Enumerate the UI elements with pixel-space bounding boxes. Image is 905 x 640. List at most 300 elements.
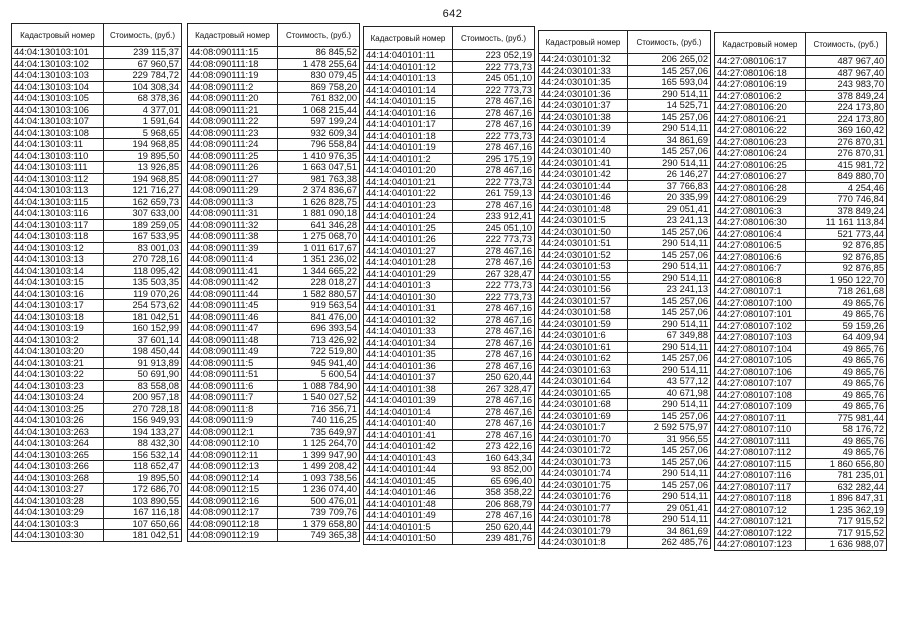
cadastral-number-cell: 44:24:030101:55 (539, 272, 628, 284)
table-row (12, 415, 182, 427)
cadastral-number-cell: 44:04:130103:265 (12, 449, 104, 461)
cost-cell: 58 176,72 (806, 424, 887, 436)
table-row (539, 238, 711, 250)
table-row (539, 65, 711, 77)
table-row (539, 77, 711, 89)
cadastral-number-cell: 44:08:090111:18 (188, 58, 278, 70)
table-row (715, 240, 887, 252)
cost-cell: 290 514,11 (628, 272, 711, 284)
table-row (715, 412, 887, 424)
cadastral-number-cell: 44:14:040101:45 (364, 475, 453, 487)
table-row (715, 228, 887, 240)
cost-cell: 278 467,16 (453, 107, 535, 119)
cost-cell: 198 450,44 (104, 346, 182, 358)
header-cost: Стоимость, (руб.) (453, 27, 535, 50)
cost-cell: 254 573,62 (104, 300, 182, 312)
table-row (188, 357, 360, 369)
cost-cell: 160 152,99 (104, 323, 182, 335)
table-row (12, 334, 182, 346)
table-row (364, 176, 535, 188)
cost-cell: 378 849,24 (806, 205, 887, 217)
cadastral-number-cell: 44:04:130103:16 (12, 288, 104, 300)
cost-cell: 250 620,44 (453, 521, 535, 533)
cost-cell: 40 671,98 (628, 387, 711, 399)
cost-cell: 378 849,24 (806, 90, 887, 102)
table-row (12, 242, 182, 254)
cadastral-number-cell: 44:04:130103:11 (12, 139, 104, 151)
cadastral-number-cell: 44:14:040101:4 (364, 406, 453, 418)
table-row (12, 277, 182, 289)
cadastral-number-cell: 44:27:080107:111 (715, 435, 806, 447)
cadastral-number-cell: 44:08:090111:20 (188, 93, 278, 105)
cadastral-number-cell: 44:08:090111:32 (188, 219, 278, 231)
cadastral-number-cell: 44:08:090112:10 (188, 438, 278, 450)
cost-cell: 1 582 880,57 (278, 288, 360, 300)
table-row (12, 116, 182, 128)
table-row (715, 113, 887, 125)
cadastral-number-cell: 44:27:080107:105 (715, 355, 806, 367)
table-row (364, 395, 535, 407)
table-row (364, 234, 535, 246)
cadastre-table-3 (363, 26, 535, 545)
cadastral-number-cell: 44:08:090111:21 (188, 104, 278, 116)
table-row (364, 280, 535, 292)
cadastral-number-cell: 44:04:130103:18 (12, 311, 104, 323)
table-row (188, 173, 360, 185)
table-row (12, 346, 182, 358)
header-cost: Стоимость, (руб.) (104, 24, 182, 47)
cadastral-number-cell: 44:27:080106:5 (715, 240, 806, 252)
cadastral-number-cell: 44:14:040101:39 (364, 395, 453, 407)
cadastral-number-cell: 44:14:040101:5 (364, 521, 453, 533)
cost-cell: 717 915,52 (806, 516, 887, 528)
cadastral-number-cell: 44:27:080107:116 (715, 470, 806, 482)
cadastral-number-cell: 44:14:040101:13 (364, 73, 453, 85)
table-row (364, 475, 535, 487)
cadastral-number-cell: 44:14:040101:46 (364, 487, 453, 499)
cost-cell: 415 981,72 (806, 159, 887, 171)
cadastral-number-cell: 44:08:090111:3 (188, 196, 278, 208)
cadastral-number-cell: 44:08:090111:23 (188, 127, 278, 139)
cadastral-number-cell: 44:04:130103:118 (12, 231, 104, 243)
cost-cell: 37 601,14 (104, 334, 182, 346)
cadastral-number-cell: 44:04:130103:15 (12, 277, 104, 289)
cadastral-number-cell: 44:24:030101:44 (539, 180, 628, 192)
cadastral-number-cell: 44:08:090112:11 (188, 449, 278, 461)
table-row (12, 139, 182, 151)
cost-cell: 50 691,90 (104, 369, 182, 381)
cadastral-number-cell: 44:08:090112:19 (188, 530, 278, 542)
cost-cell: 104 308,34 (104, 81, 182, 93)
table-row (364, 498, 535, 510)
cadastral-number-cell: 44:24:030101:48 (539, 203, 628, 215)
cost-cell: 278 467,16 (453, 314, 535, 326)
cost-cell: 49 865,76 (806, 297, 887, 309)
table-row (12, 323, 182, 335)
cost-cell: 781 235,01 (806, 470, 887, 482)
cadastral-number-cell: 44:27:080106:18 (715, 67, 806, 79)
cost-cell: 278 467,16 (453, 142, 535, 154)
cost-cell: 487 967,40 (806, 56, 887, 68)
cost-cell: 200 957,18 (104, 392, 182, 404)
cost-cell: 521 773,44 (806, 228, 887, 240)
table-row (539, 410, 711, 422)
cadastral-number-cell: 44:27:080107:12 (715, 504, 806, 516)
cost-cell: 222 773,73 (453, 234, 535, 246)
cadastral-number-cell: 44:24:030101:38 (539, 111, 628, 123)
table-row (12, 311, 182, 323)
cadastral-number-cell: 44:27:080107:122 (715, 527, 806, 539)
table-row (188, 70, 360, 82)
cadastral-number-cell: 44:24:030101:62 (539, 353, 628, 365)
cadastral-number-cell: 44:27:080107:101 (715, 309, 806, 321)
table-row (12, 530, 182, 542)
cost-cell: 278 467,16 (453, 418, 535, 430)
cost-cell: 222 773,73 (453, 280, 535, 292)
table-header-row (364, 27, 535, 50)
cadastral-number-cell: 44:24:030101:59 (539, 318, 628, 330)
cost-cell: 273 422,16 (453, 441, 535, 453)
cost-cell: 278 467,16 (453, 96, 535, 108)
cost-cell: 19 895,50 (104, 150, 182, 162)
cadastral-number-cell: 44:27:080106:3 (715, 205, 806, 217)
cadastral-number-cell: 44:14:040101:43 (364, 452, 453, 464)
cadastral-number-cell: 44:14:040101:25 (364, 222, 453, 234)
table-row (715, 458, 887, 470)
cost-cell: 250 620,44 (453, 372, 535, 384)
cadastral-number-cell: 44:08:090111:15 (188, 47, 278, 59)
table-row (364, 452, 535, 464)
table-row (715, 205, 887, 217)
cadastral-number-cell: 44:27:080107:123 (715, 539, 806, 551)
table-row (364, 268, 535, 280)
table-row (188, 484, 360, 496)
cadastral-number-cell: 44:04:130103:112 (12, 173, 104, 185)
cadastral-number-cell: 44:14:040101:16 (364, 107, 453, 119)
table-row (715, 182, 887, 194)
table-row (539, 422, 711, 434)
cadastral-number-cell: 44:24:030101:72 (539, 445, 628, 457)
cost-cell: 64 409,94 (806, 332, 887, 344)
cadastral-number-cell: 44:14:040101:50 (364, 533, 453, 545)
cadastral-number-cell: 44:14:040101:32 (364, 314, 453, 326)
table-row (715, 125, 887, 137)
table-row (12, 185, 182, 197)
page-number: 642 (442, 8, 463, 20)
cost-cell: 761 832,00 (278, 93, 360, 105)
table-row (364, 337, 535, 349)
cadastral-number-cell: 44:24:030101:70 (539, 433, 628, 445)
cost-cell: 5 968,65 (104, 127, 182, 139)
cost-cell: 1 540 027,52 (278, 392, 360, 404)
table-row (12, 449, 182, 461)
cadastral-number-cell: 44:27:080106:4 (715, 228, 806, 240)
cadastral-number-cell: 44:04:130103:108 (12, 127, 104, 139)
table-row (188, 346, 360, 358)
cadastral-number-cell: 44:14:040101:34 (364, 337, 453, 349)
cost-cell: 1 591,64 (104, 116, 182, 128)
cadastral-number-cell: 44:24:030101:65 (539, 387, 628, 399)
cost-cell: 369 160,42 (806, 125, 887, 137)
cost-cell: 290 514,11 (628, 364, 711, 376)
cadastral-number-cell: 44:04:130103:104 (12, 81, 104, 93)
table-row (715, 251, 887, 263)
table-row (188, 334, 360, 346)
cost-cell: 1 125 264,70 (278, 438, 360, 450)
cadastral-number-cell: 44:24:030101:69 (539, 410, 628, 422)
table-row (12, 150, 182, 162)
cadastral-number-cell: 44:14:040101:38 (364, 383, 453, 395)
table-row (188, 461, 360, 473)
table-row (12, 127, 182, 139)
cadastral-number-cell: 44:08:090111:42 (188, 277, 278, 289)
cadastre-table-2 (187, 23, 360, 542)
cadastral-number-cell: 44:08:090111:22 (188, 116, 278, 128)
cost-cell: 290 514,11 (628, 399, 711, 411)
table-row (364, 142, 535, 154)
cost-cell: 749 365,38 (278, 530, 360, 542)
cost-cell: 278 467,16 (453, 510, 535, 522)
table-row (364, 372, 535, 384)
table-row (188, 116, 360, 128)
cost-cell: 945 941,40 (278, 357, 360, 369)
cadastral-number-cell: 44:24:030101:7 (539, 422, 628, 434)
cost-cell: 65 696,40 (453, 475, 535, 487)
cadastral-number-cell: 44:04:130103:14 (12, 265, 104, 277)
cost-cell: 276 870,31 (806, 148, 887, 160)
cost-cell: 290 514,11 (628, 238, 711, 250)
cost-cell: 2 592 575,97 (628, 422, 711, 434)
table-row (188, 426, 360, 438)
table-row (539, 479, 711, 491)
cadastral-number-cell: 44:27:080107:117 (715, 481, 806, 493)
cost-cell: 4 254,46 (806, 182, 887, 194)
table-row (539, 249, 711, 261)
cadastral-number-cell: 44:14:040101:12 (364, 61, 453, 73)
header-cadastral-number: Кадастровый номер (364, 27, 453, 50)
cadastral-number-cell: 44:27:080107:102 (715, 320, 806, 332)
cost-cell: 245 051,10 (453, 73, 535, 85)
table-row (364, 349, 535, 361)
table-row (12, 231, 182, 243)
cadastral-number-cell: 44:14:040101:30 (364, 291, 453, 303)
table-row (188, 300, 360, 312)
cost-cell: 1 499 208,42 (278, 461, 360, 473)
cost-cell: 1 088 784,90 (278, 380, 360, 392)
cadastral-number-cell: 44:24:030101:8 (539, 537, 628, 549)
cost-cell: 103 890,55 (104, 495, 182, 507)
table-row (364, 521, 535, 533)
cadastral-number-cell: 44:14:040101:36 (364, 360, 453, 372)
cost-cell: 145 257,06 (628, 249, 711, 261)
table-row (188, 495, 360, 507)
header-cadastral-number: Кадастровый номер (188, 24, 278, 47)
table-row (188, 530, 360, 542)
cost-cell: 37 766,83 (628, 180, 711, 192)
cost-cell: 290 514,11 (628, 157, 711, 169)
header-cost: Стоимость, (руб.) (628, 31, 711, 54)
table-row (188, 265, 360, 277)
cadastral-number-cell: 44:04:130103:106 (12, 104, 104, 116)
cost-cell: 1 950 122,70 (806, 274, 887, 286)
cost-cell: 13 926,85 (104, 162, 182, 174)
cost-cell: 278 467,16 (453, 326, 535, 338)
table-row (715, 447, 887, 459)
cost-cell: 278 467,16 (453, 429, 535, 441)
cost-cell: 290 514,11 (628, 514, 711, 526)
table-row (539, 100, 711, 112)
cadastral-number-cell: 44:14:040101:37 (364, 372, 453, 384)
cost-cell: 1 626 828,75 (278, 196, 360, 208)
cost-cell: 841 476,00 (278, 311, 360, 323)
cadastral-number-cell: 44:14:040101:27 (364, 245, 453, 257)
cadastral-number-cell: 44:27:080106:23 (715, 136, 806, 148)
table-row (715, 309, 887, 321)
table-row (539, 433, 711, 445)
table-row (539, 514, 711, 526)
table-row (188, 438, 360, 450)
cadastral-number-cell: 44:27:080107:103 (715, 332, 806, 344)
cost-cell: 67 349,88 (628, 330, 711, 342)
table-row (539, 226, 711, 238)
table-row (715, 516, 887, 528)
cost-cell: 270 728,18 (104, 403, 182, 415)
table-row (188, 288, 360, 300)
cost-cell: 145 257,06 (628, 111, 711, 123)
table-row (12, 392, 182, 404)
cost-cell: 145 257,06 (628, 410, 711, 422)
table-row (715, 470, 887, 482)
cadastral-number-cell: 44:08:090111:8 (188, 403, 278, 415)
cost-cell: 1 011 617,67 (278, 242, 360, 254)
cost-cell: 26 146,27 (628, 169, 711, 181)
table-row (12, 495, 182, 507)
cadastral-number-cell: 44:04:130103:3 (12, 518, 104, 530)
table-row (12, 357, 182, 369)
cadastral-number-cell: 44:04:130103:26 (12, 415, 104, 427)
cost-cell: 1 093 738,56 (278, 472, 360, 484)
cadastral-number-cell: 44:08:090111:48 (188, 334, 278, 346)
cost-cell: 1 379 658,80 (278, 518, 360, 530)
table-row (539, 215, 711, 227)
cadastral-number-cell: 44:04:130103:20 (12, 346, 104, 358)
cost-cell: 194 968,85 (104, 173, 182, 185)
cadastral-number-cell: 44:08:090112:16 (188, 495, 278, 507)
cost-cell: 145 257,06 (628, 456, 711, 468)
table-row (364, 510, 535, 522)
cost-cell: 206 265,02 (628, 54, 711, 66)
cost-cell: 145 257,06 (628, 295, 711, 307)
cadastral-number-cell: 44:08:090111:2 (188, 81, 278, 93)
cost-cell: 156 949,93 (104, 415, 182, 427)
cost-cell: 1 881 090,18 (278, 208, 360, 220)
cadastral-number-cell: 44:08:090112:17 (188, 507, 278, 519)
cadastral-number-cell: 44:27:080106:20 (715, 102, 806, 114)
cost-cell: 222 773,73 (453, 291, 535, 303)
table-row (364, 291, 535, 303)
table-row (715, 504, 887, 516)
table-row (188, 403, 360, 415)
table-row (539, 146, 711, 158)
cadastral-number-cell: 44:04:130103:110 (12, 150, 104, 162)
table-header-row (539, 31, 711, 54)
table-row (188, 392, 360, 404)
table-row (12, 254, 182, 266)
cost-cell: 722 519,80 (278, 346, 360, 358)
table-row (539, 537, 711, 549)
cost-cell: 49 865,76 (806, 389, 887, 401)
table-row (539, 318, 711, 330)
cost-cell: 145 257,06 (628, 479, 711, 491)
cost-cell: 713 426,92 (278, 334, 360, 346)
table-row (364, 303, 535, 315)
table-row (12, 507, 182, 519)
table-row (715, 90, 887, 102)
table-row (188, 242, 360, 254)
table-row (364, 257, 535, 269)
table-row (12, 300, 182, 312)
cadastral-number-cell: 44:04:130103:113 (12, 185, 104, 197)
cadastral-number-cell: 44:08:090111:25 (188, 150, 278, 162)
cost-cell: 932 609,34 (278, 127, 360, 139)
header-cadastral-number: Кадастровый номер (12, 24, 104, 47)
cost-cell: 34 861,69 (628, 525, 711, 537)
cadastral-number-cell: 44:04:130103:107 (12, 116, 104, 128)
table-row (364, 73, 535, 85)
cost-cell: 49 865,76 (806, 355, 887, 367)
table-row (715, 217, 887, 229)
cost-cell: 223 052,19 (453, 50, 535, 62)
cost-cell: 92 876,85 (806, 251, 887, 263)
table-row (364, 96, 535, 108)
table-row (715, 67, 887, 79)
cost-cell: 1 896 847,31 (806, 493, 887, 505)
cost-cell: 739 709,76 (278, 507, 360, 519)
cost-cell: 1 399 947,90 (278, 449, 360, 461)
cost-cell: 224 173,80 (806, 102, 887, 114)
cost-cell: 1 860 656,80 (806, 458, 887, 470)
cadastral-number-cell: 44:27:080107:1 (715, 286, 806, 298)
cost-cell: 172 686,70 (104, 484, 182, 496)
cost-cell: 49 865,76 (806, 309, 887, 321)
cost-cell: 93 852,00 (453, 464, 535, 476)
cost-cell: 1 235 362,19 (806, 504, 887, 516)
table-row (715, 424, 887, 436)
table-row (364, 188, 535, 200)
cadastral-number-cell: 44:27:080106:2 (715, 90, 806, 102)
cost-cell: 1 410 976,35 (278, 150, 360, 162)
cost-cell: 194 968,85 (104, 139, 182, 151)
table-row (188, 369, 360, 381)
cadastral-number-cell: 44:24:030101:32 (539, 54, 628, 66)
cost-cell: 181 042,51 (104, 530, 182, 542)
table-row (364, 441, 535, 453)
table-row (539, 502, 711, 514)
cadastral-number-cell: 44:27:080107:112 (715, 447, 806, 459)
cadastral-number-cell: 44:04:130103:27 (12, 484, 104, 496)
table-row (364, 84, 535, 96)
cost-cell: 1 068 215,44 (278, 104, 360, 116)
cost-cell: 597 199,24 (278, 116, 360, 128)
table-row (12, 288, 182, 300)
cadastral-number-cell: 44:14:040101:48 (364, 498, 453, 510)
cadastral-number-cell: 44:24:030101:78 (539, 514, 628, 526)
table-row (539, 123, 711, 135)
cadastral-number-cell: 44:08:090111:39 (188, 242, 278, 254)
table-row (188, 162, 360, 174)
table-row (12, 208, 182, 220)
cadastral-number-cell: 44:27:080107:104 (715, 343, 806, 355)
